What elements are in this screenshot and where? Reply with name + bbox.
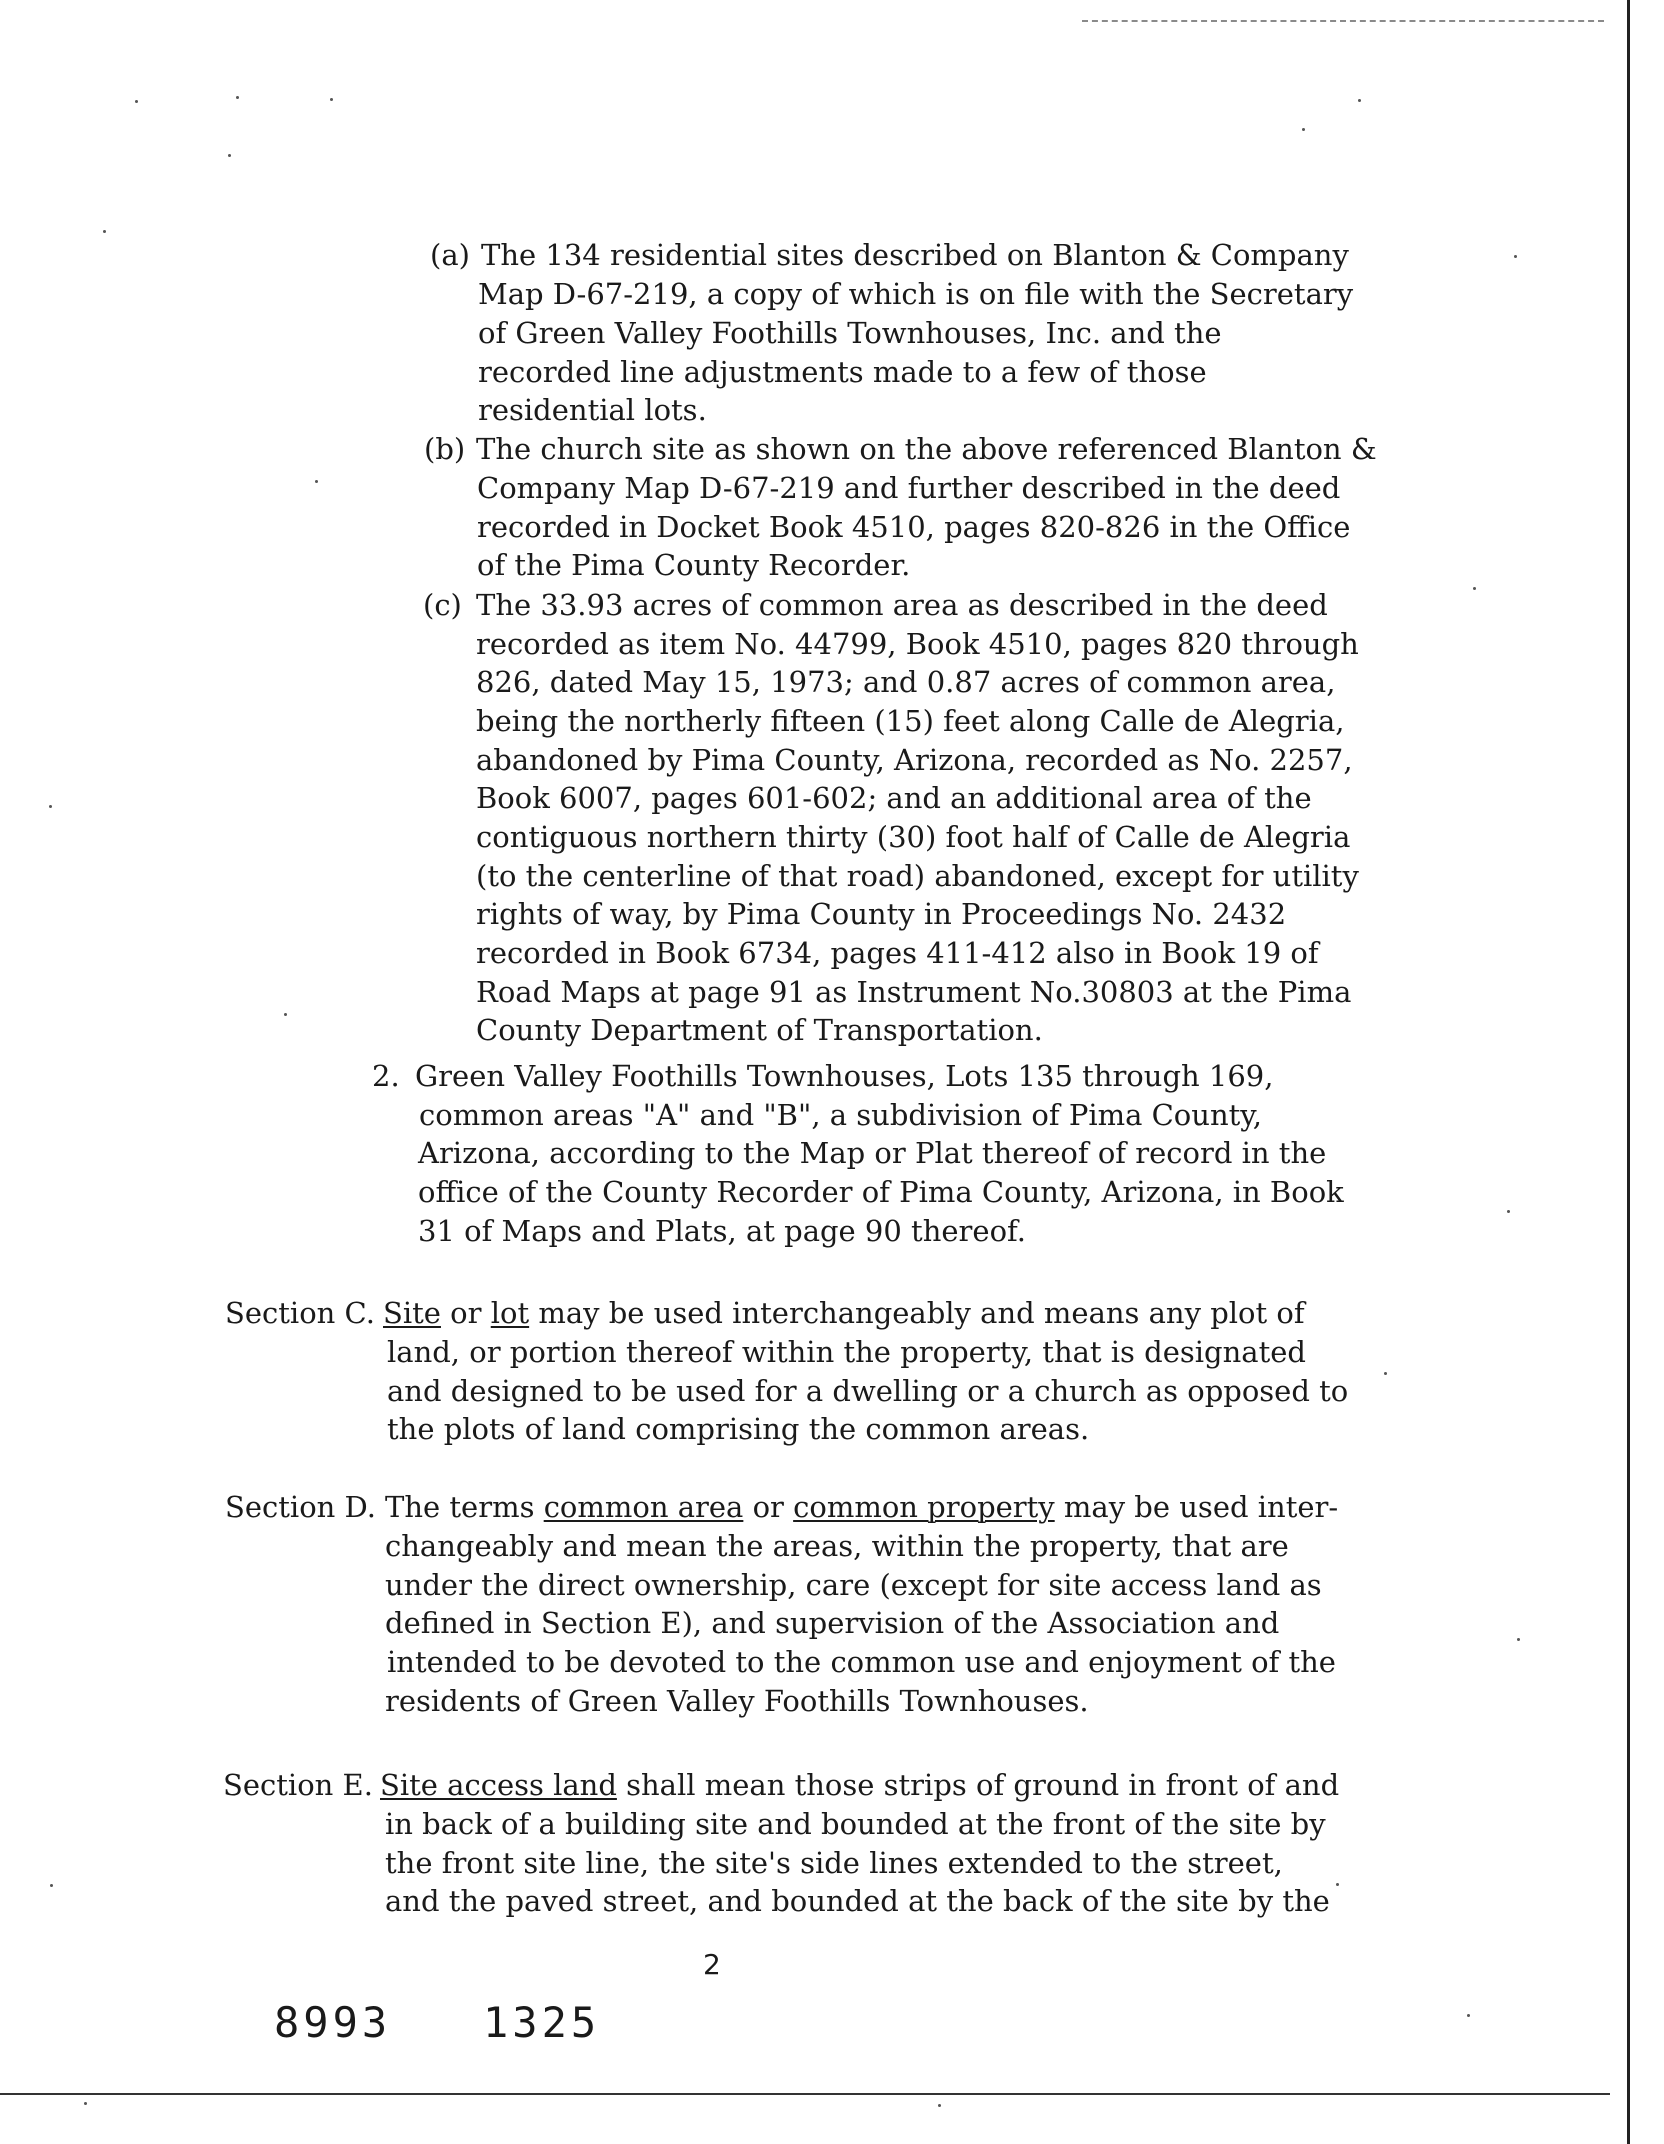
list-item-line: 826, dated May 15, 1973; and 0.87 acres of common area,	[476, 665, 1336, 699]
list-item-line: abandoned by Pima County, Arizona, recorded as No. 2257,	[476, 743, 1353, 777]
defined-term: Site	[383, 1296, 441, 1330]
list-item-line: Map D-67-219, a copy of which is on file with the Secretary	[478, 277, 1354, 311]
section-line: in back of a building site and bounded at the front of the site by	[385, 1807, 1326, 1841]
list-item-line: recorded as item No. 44799, Book 4510, pages 820 through	[476, 627, 1359, 661]
scan-speck	[236, 96, 239, 99]
page-number: 2	[703, 1948, 721, 1981]
scan-speck	[50, 1884, 53, 1887]
scan-speck	[315, 480, 318, 483]
list-item-line: The 33.93 acres of common area as described in the deed	[476, 588, 1328, 622]
list-item-line: (to the centerline of that road) abandoned, except for utility	[476, 859, 1359, 893]
defined-term: common property	[793, 1490, 1055, 1524]
scan-speck	[1514, 255, 1517, 258]
scan-speck	[1336, 1883, 1339, 1886]
list-item-line: recorded in Book 6734, pages 411-412 also in Book 19 of	[476, 936, 1319, 970]
list-item-label: (c)	[423, 588, 462, 622]
defined-term: common area	[543, 1490, 744, 1524]
list-item-line: office of the County Recorder of Pima County, Arizona, in Book	[418, 1175, 1344, 1209]
list-item-line: being the northerly fifteen (15) feet along Calle de Alegria,	[476, 704, 1345, 738]
scan-speck	[1473, 587, 1476, 590]
list-item-line: common areas "A" and "B", a subdivision of Pima County,	[419, 1098, 1263, 1132]
page-reference-stamp: 1325	[483, 1998, 601, 2047]
defined-term: Site access land	[380, 1768, 617, 1802]
list-item-line: recorded line adjustments made to a few of those	[478, 355, 1207, 389]
section-line: the front site line, the site's side lines extended to the street,	[385, 1846, 1283, 1880]
text-run: shall mean those strips of ground in front of and	[616, 1768, 1340, 1802]
list-item-label: (b)	[424, 432, 466, 466]
defined-term: lot	[490, 1296, 530, 1330]
scan-speck	[103, 230, 106, 233]
text-run: may be used interchangeably and means any plot of	[529, 1296, 1305, 1330]
list-item-line: County Department of Transportation.	[476, 1013, 1043, 1047]
scan-speck	[1302, 128, 1305, 131]
scan-speck	[1358, 99, 1361, 102]
section-label: Section C.	[225, 1296, 375, 1330]
scan-speck	[49, 805, 52, 808]
list-item-label: 2.	[372, 1059, 400, 1093]
list-item-line: contiguous northern thirty (30) foot half of Calle de Alegria	[476, 820, 1351, 854]
scan-speck	[284, 1013, 287, 1016]
section-line: intended to be devoted to the common use and enjoyment of the	[387, 1645, 1336, 1679]
list-item-line: residential lots.	[478, 393, 707, 427]
list-item-line: Green Valley Foothills Townhouses, Lots 135 through 169,	[415, 1059, 1274, 1093]
list-item-line: of the Pima County Recorder.	[477, 548, 911, 582]
scan-speck	[1467, 2014, 1470, 2017]
scan-speck	[228, 154, 231, 157]
right-edge-rule	[1627, 0, 1630, 2144]
text-run: or	[743, 1490, 794, 1524]
docket-number-stamp: 8993	[274, 1998, 392, 2047]
list-item-line: The church site as shown on the above referenced Blanton &	[476, 432, 1377, 466]
list-item-line: Company Map D-67-219 and further described in the deed	[477, 471, 1341, 505]
section-line	[383, 1294, 1305, 1333]
scan-speck	[135, 100, 138, 103]
section-line: and designed to be used for a dwelling or a church as opposed to	[387, 1374, 1349, 1408]
section-line: the plots of land comprising the common areas.	[387, 1412, 1090, 1446]
section-line: residents of Green Valley Foothills Townhouses.	[385, 1684, 1089, 1718]
section-line: land, or portion thereof within the property, that is designated	[387, 1335, 1306, 1369]
list-item-line: recorded in Docket Book 4510, pages 820-826 in the Office	[477, 510, 1351, 544]
section-line: under the direct ownership, care (except for site access land as	[385, 1568, 1322, 1602]
section-label: Section D.	[225, 1490, 376, 1524]
list-item-label: (a)	[430, 238, 470, 272]
text-run: The terms	[385, 1490, 544, 1524]
scan-speck	[1517, 1638, 1520, 1641]
section-line	[380, 1766, 1339, 1805]
section-line: changeably and mean the areas, within the property, that are	[385, 1529, 1289, 1563]
section-line: and the paved street, and bounded at the back of the site by the	[385, 1884, 1330, 1918]
scan-speck	[330, 98, 333, 101]
section-line	[385, 1488, 1338, 1527]
list-item-line: Road Maps at page 91 as Instrument No.30803 at the Pima	[476, 975, 1352, 1009]
list-item-line: The 134 residential sites described on Blanton & Company	[481, 238, 1349, 272]
list-item-line: 31 of Maps and Plats, at page 90 thereof.	[418, 1214, 1026, 1248]
section-label: Section E.	[223, 1768, 373, 1802]
bottom-edge-rule	[0, 2093, 1610, 2095]
section-line: defined in Section E), and supervision of the Association and	[385, 1606, 1280, 1640]
scan-speck	[84, 2102, 87, 2105]
top-edge-rule	[1082, 20, 1604, 22]
list-item-line: rights of way, by Pima County in Proceedings No. 2432	[476, 897, 1287, 931]
list-item-line: Book 6007, pages 601-602; and an additional area of the	[476, 781, 1312, 815]
list-item-line: Arizona, according to the Map or Plat thereof of record in the	[418, 1136, 1327, 1170]
scan-speck	[1507, 1210, 1510, 1213]
text-run: may be used inter-	[1054, 1490, 1339, 1524]
scan-speck	[938, 2104, 941, 2107]
scan-speck	[1384, 1372, 1387, 1375]
list-item-line: of Green Valley Foothills Townhouses, Inc. and the	[478, 316, 1222, 350]
text-run: or	[440, 1296, 491, 1330]
